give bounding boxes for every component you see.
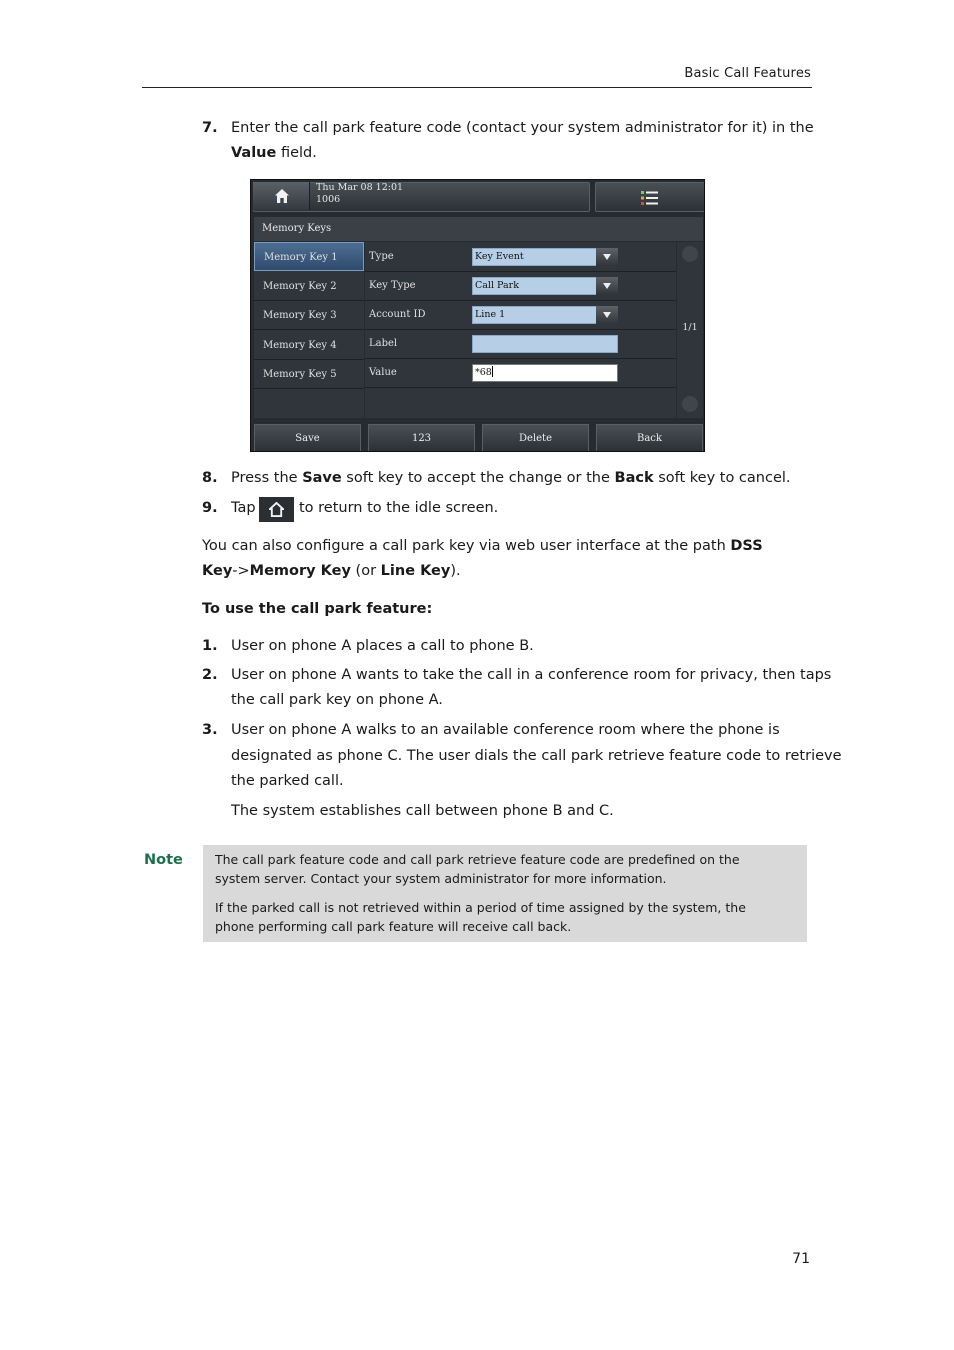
softkey-save[interactable]: Save [254,424,361,452]
web-para-line1 [202,534,763,559]
step-8-part2: soft key to accept the change or the [341,470,615,486]
memory-key-3[interactable]: Memory Key 3 [254,301,364,330]
step-7-line2-rest: field. [276,145,317,161]
type-label: Type [369,251,394,262]
memory-key-5[interactable]: Memory Key 5 [254,360,364,389]
step-8-text [231,466,791,491]
running-header: Basic Call Features [684,66,811,81]
label-label: Label [369,338,398,349]
value-input-text: *68 [475,367,492,378]
step-7-line1: Enter the call park feature code (contact your system administrator for it) in the [231,120,814,136]
key-type-row [365,271,676,301]
value-input[interactable] [472,364,618,382]
note-box [203,845,807,942]
dropdown-arrow-icon[interactable] [596,248,618,266]
note-p2-line1: If the parked call is not retrieved within a period of time assigned by the system, the [215,900,746,915]
step-8-number: 8. [202,470,218,486]
home-button[interactable] [253,182,310,210]
use-step-1-line1: User on phone A places a call to phone B. [231,638,534,654]
account-id-select-value: Line 1 [475,309,506,320]
use-step-1-number: 1. [202,638,218,654]
use-heading: To use the call park feature: [202,601,433,617]
softkey-123[interactable]: 123 [368,424,475,452]
type-row [365,242,676,272]
value-label: Value [369,367,397,378]
status-extension: 1006 [316,194,341,205]
menu-list-icon [641,190,659,206]
page-scrollbar [677,242,703,418]
home-icon [269,502,284,517]
use-step-3-number: 3. [202,722,218,738]
line-key-term: Line Key [380,563,451,579]
section-title: Memory Keys [254,217,703,241]
menu-button[interactable] [595,182,705,212]
dss-term: DSS [730,538,763,554]
note-p1-line1: The call park feature code and call park retrieve feature code are predefined on the [215,852,740,867]
type-select-value: Key Event [475,251,524,262]
step-9-tap: Tap [231,500,256,516]
phone-screen-figure [250,179,705,452]
arrow-text: -> [232,563,250,579]
memory-key-list [254,242,364,418]
use-step-3-line2: designated as phone C. The user dials the call park retrieve feature code to retrieve [231,748,842,764]
page-indicator: 1/1 [682,322,698,333]
use-step-3-line3: the parked call. [231,773,344,789]
page-number: 71 [792,1251,810,1267]
step-8-part1: Press the [231,470,303,486]
note-p2-line2: phone performing call park feature will receive call back. [215,919,572,934]
label-input[interactable] [472,335,618,353]
closing-text: ). [450,563,461,579]
use-step-2-number: 2. [202,667,218,683]
note-label: Note [144,852,183,868]
or-text: (or [350,563,381,579]
web-para-part1: You can also configure a call park key via web user interface at the path [202,538,731,554]
softkey-delete[interactable]: Delete [482,424,589,452]
memory-key-term: Memory Key [249,563,351,579]
memory-key-2[interactable]: Memory Key 2 [254,272,364,301]
memory-key-1[interactable]: Memory Key 1 [254,242,364,271]
key-type-select[interactable] [472,277,618,295]
value-row [365,358,676,388]
use-step-2-line2: the call park key on phone A. [231,692,443,708]
web-para-line2 [202,559,461,584]
key-list-nav [254,451,364,452]
account-id-label: Account ID [369,309,426,320]
header-rule [142,87,812,88]
use-step-2-line1: User on phone A wants to take the call in a conference room for privacy, then taps [231,667,832,683]
note-p1-line2: system server. Contact your system administrator for more information. [215,871,667,886]
save-term: Save [302,470,342,486]
step-9-number: 9. [202,500,218,516]
scroll-up-icon[interactable] [682,246,698,262]
key-type-select-value: Call Park [475,280,519,291]
home-icon [274,188,290,204]
label-row [365,329,676,359]
account-id-row [365,300,676,330]
key-settings-form [365,242,676,418]
scroll-down-icon[interactable] [682,396,698,412]
key-type-label: Key Type [369,280,416,291]
step-7-line2 [231,141,317,166]
account-id-select[interactable] [472,306,618,324]
text-cursor [492,366,493,377]
dropdown-arrow-icon[interactable] [596,277,618,295]
dropdown-arrow-icon[interactable] [596,306,618,324]
status-date: Thu Mar 08 12:01 [316,182,404,193]
result-text: The system establishes call between phone B and C. [231,803,614,819]
inline-home-key [259,497,294,522]
memory-key-4[interactable]: Memory Key 4 [254,331,364,360]
step-8-part3: soft key to cancel. [653,470,791,486]
key-term: Key [202,563,233,579]
back-term: Back [614,470,654,486]
status-datetime [316,182,403,206]
softkey-back[interactable]: Back [596,424,703,452]
step-7-number: 7. [202,120,218,136]
use-step-3-line1: User on phone A walks to an available conference room where the phone is [231,722,780,738]
value-term: Value [231,145,277,161]
step-9-text: to return to the idle screen. [299,500,499,516]
type-select[interactable] [472,248,618,266]
